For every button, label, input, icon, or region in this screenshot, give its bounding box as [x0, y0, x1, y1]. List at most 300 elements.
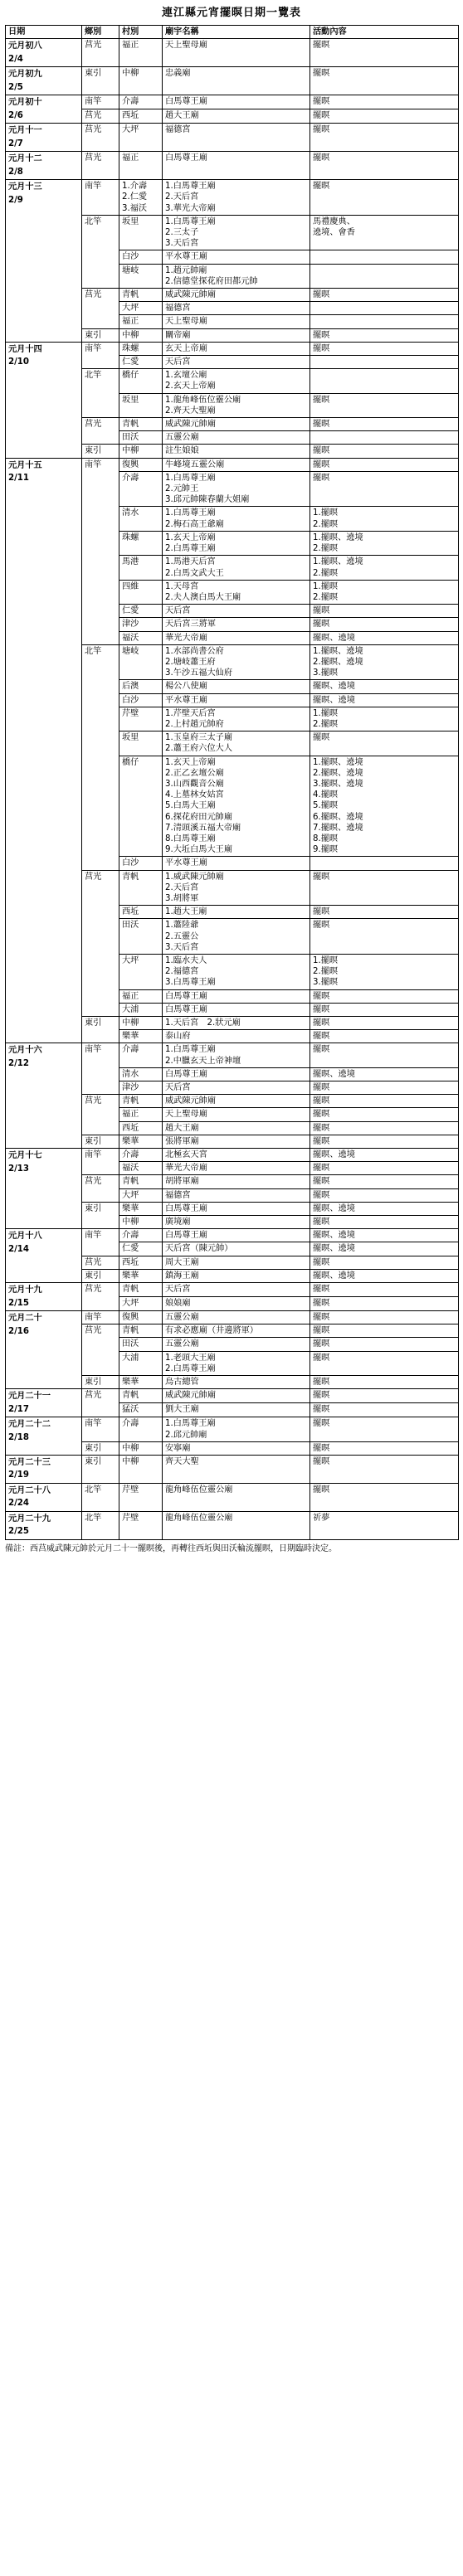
activity-cell: 擺暝	[310, 393, 459, 417]
footnote	[5, 1543, 458, 1555]
village-cell: 福沃	[119, 1162, 163, 1175]
activity-cell	[310, 356, 459, 369]
activity-cell: 擺暝	[310, 1121, 459, 1135]
header-temple: 廟宇名稱	[163, 26, 310, 39]
temple-cell: 齊天大聖	[163, 1455, 310, 1483]
village-cell: 復興	[119, 1311, 163, 1324]
temple-cell: 天上聖母廟	[163, 315, 310, 328]
temple-cell: 1.玄天上帝廟 2.正乙玄壇公廟 3.山西觀音公廟 4.上墓林女姑宮 5.白馬大王廟 6.探花府田元帥廟 7.清頭溪五福大帝廟 8.白馬尊王廟 9.大坵白馬大王廟	[163, 756, 310, 857]
date-cell: 元月初十 2/6	[6, 95, 82, 124]
table-row	[6, 1149, 459, 1162]
date-cell: 元月二十三 2/19	[6, 1455, 82, 1483]
activity-cell: 擺暝、遶境	[310, 1149, 459, 1162]
village-cell: 珠螺	[119, 342, 163, 355]
date-cell: 元月二十二 2/18	[6, 1417, 82, 1456]
village-cell: 青帆	[119, 1175, 163, 1188]
township-cell: 莒光	[82, 109, 119, 124]
table-row	[6, 1511, 459, 1539]
temple-cell: 白馬尊王廟	[163, 152, 310, 180]
village-cell: 中柳	[119, 328, 163, 342]
village-cell: 大坪	[119, 1188, 163, 1202]
village-cell: 大浦	[119, 1003, 163, 1016]
temple-cell: 1.白馬尊王廟 2.中臘玄天上帝神壇	[163, 1043, 310, 1067]
header-activity: 活動內容	[310, 26, 459, 39]
township-cell: 南竿	[82, 95, 119, 109]
township-cell: 莒光	[82, 418, 119, 445]
temple-cell: 鎮海王廟	[163, 1269, 310, 1282]
township-cell: 莒光	[82, 1256, 119, 1269]
temple-cell: 忠義廟	[163, 67, 310, 95]
date-cell: 元月十六 2/12	[6, 1043, 82, 1149]
temple-cell: 玄天上帝廟	[163, 342, 310, 355]
activity-cell: 擺暝	[310, 1338, 459, 1351]
activity-cell: 擺暝	[310, 618, 459, 631]
temple-cell: 威武陳元帥廟	[163, 418, 310, 431]
activity-cell: 1.擺暝、遶境 2.擺暝	[310, 556, 459, 580]
temple-cell: 天后宮（陳元帥）	[163, 1242, 310, 1256]
table-row	[6, 124, 459, 152]
temple-cell: 1.天后宮 2.狀元廟	[163, 1017, 310, 1030]
village-cell: 津沙	[119, 1081, 163, 1095]
temple-cell: 1.白馬尊王廟 2.梅石高王爺廟	[163, 507, 310, 531]
temple-cell: 趙大王廟	[163, 1121, 310, 1135]
village-cell: 仁愛	[119, 605, 163, 618]
date-cell: 元月十七 2/13	[6, 1149, 82, 1229]
village-cell: 青帆	[119, 1324, 163, 1338]
township-cell: 南竿	[82, 1043, 119, 1095]
village-cell: 芹壁	[119, 1511, 163, 1539]
village-cell: 西坵	[119, 906, 163, 919]
temple-cell: 1.龍角峰伍位靈公廟 2.齊天大聖廟	[163, 393, 310, 417]
temple-cell: 有求必應廟（井邊將軍）	[163, 1324, 310, 1338]
schedule-table	[5, 25, 459, 1540]
activity-cell: 擺暝、遶境	[310, 631, 459, 644]
township-cell: 莒光	[82, 870, 119, 1016]
table-row	[6, 95, 459, 109]
village-cell: 福正	[119, 1108, 163, 1121]
temple-cell: 華光大帝廟	[163, 1162, 310, 1175]
date-cell: 元月二十八 2/24	[6, 1483, 82, 1511]
activity-cell: 擺暝	[310, 342, 459, 355]
village-cell: 田沃	[119, 1338, 163, 1351]
temple-cell: 安寧廟	[163, 1441, 310, 1455]
table-row	[6, 180, 459, 216]
activity-cell: 擺暝	[310, 1351, 459, 1375]
village-cell: 清水	[119, 507, 163, 531]
temple-cell: 威武陳元帥廟	[163, 289, 310, 302]
activity-cell: 擺暝	[310, 67, 459, 95]
village-cell: 白沙	[119, 693, 163, 707]
temple-cell: 天后宮三將軍	[163, 618, 310, 631]
temple-cell: 白馬尊王廟	[163, 95, 310, 109]
township-cell: 莒光	[82, 124, 119, 152]
village-cell: 清水	[119, 1067, 163, 1081]
temple-cell: 1.蕭陸爺 2.五靈公 3.天后宮	[163, 919, 310, 955]
temple-cell: 平水尊王廟	[163, 693, 310, 707]
village-cell: 青帆	[119, 870, 163, 906]
temple-cell: 華光大帝廟	[163, 631, 310, 644]
village-cell: 復興	[119, 458, 163, 471]
temple-cell: 1.白馬尊王廟 2.三太子 3.天后宮	[163, 215, 310, 250]
village-cell: 仁愛	[119, 1242, 163, 1256]
village-cell: 介壽	[119, 1149, 163, 1162]
date-cell: 元月十二 2/8	[6, 152, 82, 180]
temple-cell: 龍角峰伍位靈公廟	[163, 1483, 310, 1511]
date-cell: 元月二十一 2/17	[6, 1389, 82, 1417]
activity-cell: 馬禮慶典、 遶境、會香	[310, 215, 459, 250]
temple-cell: 1.天母宮 2.夫人澳白馬大王廟	[163, 580, 310, 604]
village-cell: 介壽	[119, 1417, 163, 1441]
date-cell: 元月二十九 2/25	[6, 1511, 82, 1539]
township-cell: 南竿	[82, 1149, 119, 1175]
activity-cell: 擺暝	[310, 1175, 459, 1188]
schedule-table-body	[6, 39, 459, 1540]
activity-cell: 擺暝	[310, 289, 459, 302]
temple-cell: 天后宮	[163, 1283, 310, 1297]
village-cell: 介壽	[119, 1043, 163, 1067]
activity-cell	[310, 369, 459, 393]
township-cell: 南竿	[82, 1417, 119, 1441]
activity-cell: 擺暝	[310, 1017, 459, 1030]
village-cell: 福沃	[119, 631, 163, 644]
temple-cell: 天后宮	[163, 605, 310, 618]
village-cell: 白沙	[119, 857, 163, 870]
activity-cell: 祈夢	[310, 1511, 459, 1539]
activity-cell: 擺暝	[310, 1162, 459, 1175]
township-cell: 東引	[82, 1455, 119, 1483]
activity-cell: 擺暝	[310, 731, 459, 756]
activity-cell: 擺暝	[310, 1376, 459, 1389]
temple-cell: 胡將軍廟	[163, 1175, 310, 1188]
header-date: 日期	[6, 26, 82, 39]
township-cell: 莒光	[82, 39, 119, 67]
temple-cell: 威武陳元帥廟	[163, 1389, 310, 1403]
footnote-text: 西莒威武陳元帥於元月二十一擺暝後，再轉往西坵與田沃輪流擺暝，日期臨時決定。	[30, 1543, 337, 1553]
header-village: 村別	[119, 26, 163, 39]
village-cell: 坂里	[119, 731, 163, 756]
activity-cell: 擺暝	[310, 180, 459, 216]
activity-cell: 擺暝	[310, 328, 459, 342]
activity-cell: 擺暝	[310, 870, 459, 906]
village-cell: 樂華	[119, 1269, 163, 1282]
village-cell: 大坪	[119, 1297, 163, 1311]
village-cell: 橋仔	[119, 369, 163, 393]
village-cell: 樂華	[119, 1376, 163, 1389]
table-row	[6, 39, 459, 67]
temple-cell: 白馬尊王廟	[163, 1202, 310, 1215]
temple-cell: 平水尊王廟	[163, 250, 310, 264]
township-cell: 東引	[82, 1017, 119, 1043]
activity-cell: 1.擺暝、遶境 2.擺暝、遶境 3.擺暝	[310, 644, 459, 680]
township-cell: 東引	[82, 328, 119, 342]
activity-cell: 擺暝、遶境	[310, 1229, 459, 1242]
activity-cell: 擺暝	[310, 989, 459, 1003]
village-cell: 仁愛	[119, 356, 163, 369]
village-cell: 大坪	[119, 302, 163, 315]
activity-cell: 1.擺暝 2.擺暝	[310, 707, 459, 731]
temple-cell: 1.玄壇公廟 2.玄天上帝廟	[163, 369, 310, 393]
temple-cell: 1.威武陳元帥廟 2.天后宮 3.胡將軍	[163, 870, 310, 906]
village-cell: 后澳	[119, 680, 163, 693]
township-cell: 北竿	[82, 1483, 119, 1511]
village-cell: 福正	[119, 315, 163, 328]
activity-cell: 擺暝、遶境	[310, 693, 459, 707]
village-cell: 芹壁	[119, 1483, 163, 1511]
table-row	[6, 1229, 459, 1242]
temple-cell: 天上聖母廟	[163, 1108, 310, 1121]
activity-cell: 擺暝	[310, 1483, 459, 1511]
township-cell: 東引	[82, 67, 119, 95]
activity-cell	[310, 857, 459, 870]
township-cell: 莒光	[82, 1175, 119, 1202]
temple-cell: 北極玄天宮	[163, 1149, 310, 1162]
activity-cell: 擺暝	[310, 919, 459, 955]
activity-cell	[310, 264, 459, 288]
temple-cell: 註生娘娘	[163, 445, 310, 458]
village-cell: 坂里	[119, 215, 163, 250]
temple-cell: 趙大王廟	[163, 109, 310, 124]
township-cell: 莒光	[82, 152, 119, 180]
activity-cell: 1.擺暝 2.擺暝	[310, 580, 459, 604]
village-cell: 中柳	[119, 1017, 163, 1030]
village-cell: 塘岐	[119, 264, 163, 288]
activity-cell: 擺暝	[310, 1297, 459, 1311]
activity-cell: 擺暝、遶境	[310, 1242, 459, 1256]
activity-cell: 擺暝	[310, 1081, 459, 1095]
village-cell: 福正	[119, 39, 163, 67]
activity-cell: 擺暝	[310, 109, 459, 124]
village-cell: 青帆	[119, 1389, 163, 1403]
township-cell: 南竿	[82, 1229, 119, 1256]
village-cell: 西坵	[119, 1256, 163, 1269]
temple-cell: 1.趙大王廟	[163, 906, 310, 919]
township-cell: 東引	[82, 1135, 119, 1148]
activity-cell	[310, 315, 459, 328]
temple-cell: 劉大王廟	[163, 1403, 310, 1417]
activity-cell: 擺暝	[310, 1135, 459, 1148]
township-cell: 南竿	[82, 1311, 119, 1324]
activity-cell: 擺暝	[310, 1030, 459, 1043]
village-cell: 芹壁	[119, 707, 163, 731]
temple-cell: 關帝廟	[163, 328, 310, 342]
village-cell: 青帆	[119, 1095, 163, 1108]
temple-cell: 1.玄天上帝廟 2.白馬尊王廟	[163, 531, 310, 555]
temple-cell: 白馬尊王廟	[163, 1067, 310, 1081]
activity-cell: 擺暝	[310, 605, 459, 618]
village-cell: 田沃	[119, 431, 163, 445]
table-row	[6, 152, 459, 180]
village-cell: 青帆	[119, 1283, 163, 1297]
date-cell: 元月初八 2/4	[6, 39, 82, 67]
township-cell: 莒光	[82, 289, 119, 329]
temple-cell: 泰山府	[163, 1030, 310, 1043]
village-cell: 馬港	[119, 556, 163, 580]
village-cell: 青帆	[119, 418, 163, 431]
activity-cell: 擺暝	[310, 1403, 459, 1417]
table-row	[6, 1311, 459, 1324]
temple-cell: 張將軍廟	[163, 1135, 310, 1148]
table-row	[6, 1283, 459, 1297]
temple-cell: 天上聖母廟	[163, 39, 310, 67]
township-cell: 東引	[82, 1441, 119, 1455]
township-cell: 莒光	[82, 1324, 119, 1376]
village-cell: 津沙	[119, 618, 163, 631]
village-cell: 珠螺	[119, 531, 163, 555]
village-cell: 1.介壽 2.仁愛 3.福沃	[119, 180, 163, 216]
footnote-label: 備註：	[5, 1543, 30, 1553]
temple-cell: 1.白馬尊王廟 2.邱元帥廟	[163, 1417, 310, 1441]
village-cell: 樂華	[119, 1202, 163, 1215]
activity-cell: 擺暝	[310, 1324, 459, 1338]
temple-cell: 1.玉皇府三太子廟 2.蕭王府六位大人	[163, 731, 310, 756]
date-cell: 元月十九 2/15	[6, 1283, 82, 1311]
activity-cell: 擺暝	[310, 445, 459, 458]
activity-cell: 擺暝	[310, 471, 459, 507]
temple-cell: 楊公八使廟	[163, 680, 310, 693]
village-cell: 介壽	[119, 471, 163, 507]
activity-cell: 擺暝	[310, 1095, 459, 1108]
activity-cell: 擺暝	[310, 1188, 459, 1202]
township-cell: 北竿	[82, 644, 119, 870]
table-row	[6, 1389, 459, 1403]
activity-cell: 擺暝	[310, 1256, 459, 1269]
activity-cell: 擺暝	[310, 39, 459, 67]
table-row	[6, 1483, 459, 1511]
activity-cell: 擺暝	[310, 418, 459, 431]
village-cell: 大浦	[119, 1351, 163, 1375]
township-cell: 南竿	[82, 180, 119, 216]
temple-cell: 白馬尊王廟	[163, 1229, 310, 1242]
activity-cell: 擺暝	[310, 1455, 459, 1483]
temple-cell: 烏古總管	[163, 1376, 310, 1389]
temple-cell: 五靈公廟	[163, 1338, 310, 1351]
village-cell: 橋仔	[119, 756, 163, 857]
temple-cell: 五靈公廟	[163, 431, 310, 445]
temple-cell: 龍角峰伍位靈公廟	[163, 1511, 310, 1539]
date-cell: 元月十四 2/10	[6, 342, 82, 458]
village-cell: 西坵	[119, 109, 163, 124]
village-cell: 塘岐	[119, 644, 163, 680]
document-title: 連江縣元宵擺暝日期一覽表	[161, 7, 301, 19]
temple-cell: 周大王廟	[163, 1256, 310, 1269]
date-cell: 元月十八 2/14	[6, 1229, 82, 1283]
activity-cell: 擺暝	[310, 906, 459, 919]
activity-cell: 擺暝	[310, 1311, 459, 1324]
village-cell: 福正	[119, 152, 163, 180]
header-row	[6, 26, 459, 39]
activity-cell: 擺暝	[310, 124, 459, 152]
date-cell: 元月十一 2/7	[6, 124, 82, 152]
header-township: 鄉別	[82, 26, 119, 39]
temple-cell: 1.白馬尊王廟 2.元帥王 3.邱元帥陳春蘭大姐廟	[163, 471, 310, 507]
temple-cell: 1.水部尚書公府 2.塘岐蕭王府 3.午沙五福大仙府	[163, 644, 310, 680]
activity-cell: 擺暝	[310, 1283, 459, 1297]
township-cell: 東引	[82, 1202, 119, 1228]
table-row	[6, 67, 459, 95]
township-cell: 北竿	[82, 215, 119, 288]
activity-cell	[310, 302, 459, 315]
temple-cell: 白馬尊王廟	[163, 989, 310, 1003]
temple-cell: 1.馬港天后宮 2.白馬文武大王	[163, 556, 310, 580]
temple-cell: 福德宮	[163, 124, 310, 152]
temple-cell: 天后宮	[163, 1081, 310, 1095]
village-cell: 中柳	[119, 1216, 163, 1229]
township-cell: 北竿	[82, 369, 119, 418]
activity-cell: 擺暝	[310, 1389, 459, 1403]
village-cell: 中柳	[119, 445, 163, 458]
temple-cell: 白馬尊王廟	[163, 1003, 310, 1016]
activity-cell: 擺暝	[310, 458, 459, 471]
temple-cell: 1.老頭大王廟 2.白馬尊王廟	[163, 1351, 310, 1375]
temple-cell: 1.芹壁天后宮 2.上村趙元帥府	[163, 707, 310, 731]
village-cell: 猛沃	[119, 1403, 163, 1417]
temple-cell: 五靈公廟	[163, 1311, 310, 1324]
village-cell: 西坵	[119, 1121, 163, 1135]
temple-cell: 天后宮	[163, 356, 310, 369]
temple-cell: 福德宮	[163, 302, 310, 315]
township-cell: 南竿	[82, 458, 119, 644]
village-cell: 大坪	[119, 955, 163, 990]
activity-cell	[310, 250, 459, 264]
township-cell: 北竿	[82, 1511, 119, 1539]
date-cell: 元月二十 2/16	[6, 1311, 82, 1389]
activity-cell: 擺暝、遶境	[310, 1269, 459, 1282]
township-cell: 莒光	[82, 1095, 119, 1135]
activity-cell: 擺暝	[310, 1108, 459, 1121]
table-row	[6, 1043, 459, 1067]
activity-cell: 擺暝	[310, 1216, 459, 1229]
temple-cell: 牛峰境五靈公廟	[163, 458, 310, 471]
village-cell: 樂華	[119, 1030, 163, 1043]
temple-cell: 福德宮	[163, 1188, 310, 1202]
village-cell: 青帆	[119, 289, 163, 302]
village-cell: 坂里	[119, 393, 163, 417]
activity-cell: 擺暝	[310, 1043, 459, 1067]
date-cell: 元月初九 2/5	[6, 67, 82, 95]
date-cell: 元月十五 2/11	[6, 458, 82, 1043]
village-cell: 田沃	[119, 919, 163, 955]
township-cell: 東引	[82, 445, 119, 458]
activity-cell: 1.擺暝 2.擺暝 3.擺暝	[310, 955, 459, 990]
activity-cell	[310, 431, 459, 445]
activity-cell: 擺暝	[310, 152, 459, 180]
village-cell: 中柳	[119, 67, 163, 95]
table-row	[6, 1455, 459, 1483]
temple-cell: 廣境廟	[163, 1216, 310, 1229]
village-cell: 介壽	[119, 1229, 163, 1242]
township-cell: 莒光	[82, 1283, 119, 1311]
activity-cell: 擺暝、遶境	[310, 1067, 459, 1081]
village-cell: 樂華	[119, 1135, 163, 1148]
temple-cell: 娘娘廟	[163, 1297, 310, 1311]
township-cell: 莒光	[82, 1389, 119, 1417]
date-cell: 元月十三 2/9	[6, 180, 82, 343]
village-cell: 中柳	[119, 1441, 163, 1455]
table-row	[6, 1417, 459, 1441]
temple-cell: 威武陳元帥廟	[163, 1095, 310, 1108]
activity-cell: 擺暝	[310, 95, 459, 109]
township-cell: 東引	[82, 1376, 119, 1389]
village-cell: 白沙	[119, 250, 163, 264]
table-row	[6, 458, 459, 471]
activity-cell: 擺暝	[310, 1003, 459, 1016]
temple-cell: 1.白馬尊王廟 2.天后宮 3.華光大帝廟	[163, 180, 310, 216]
activity-cell: 擺暝、遶境	[310, 680, 459, 693]
village-cell: 中柳	[119, 1455, 163, 1483]
temple-cell: 1.臨水夫人 2.福德宮 3.白馬尊王廟	[163, 955, 310, 990]
temple-cell: 平水尊王廟	[163, 857, 310, 870]
township-cell: 東引	[82, 1269, 119, 1282]
